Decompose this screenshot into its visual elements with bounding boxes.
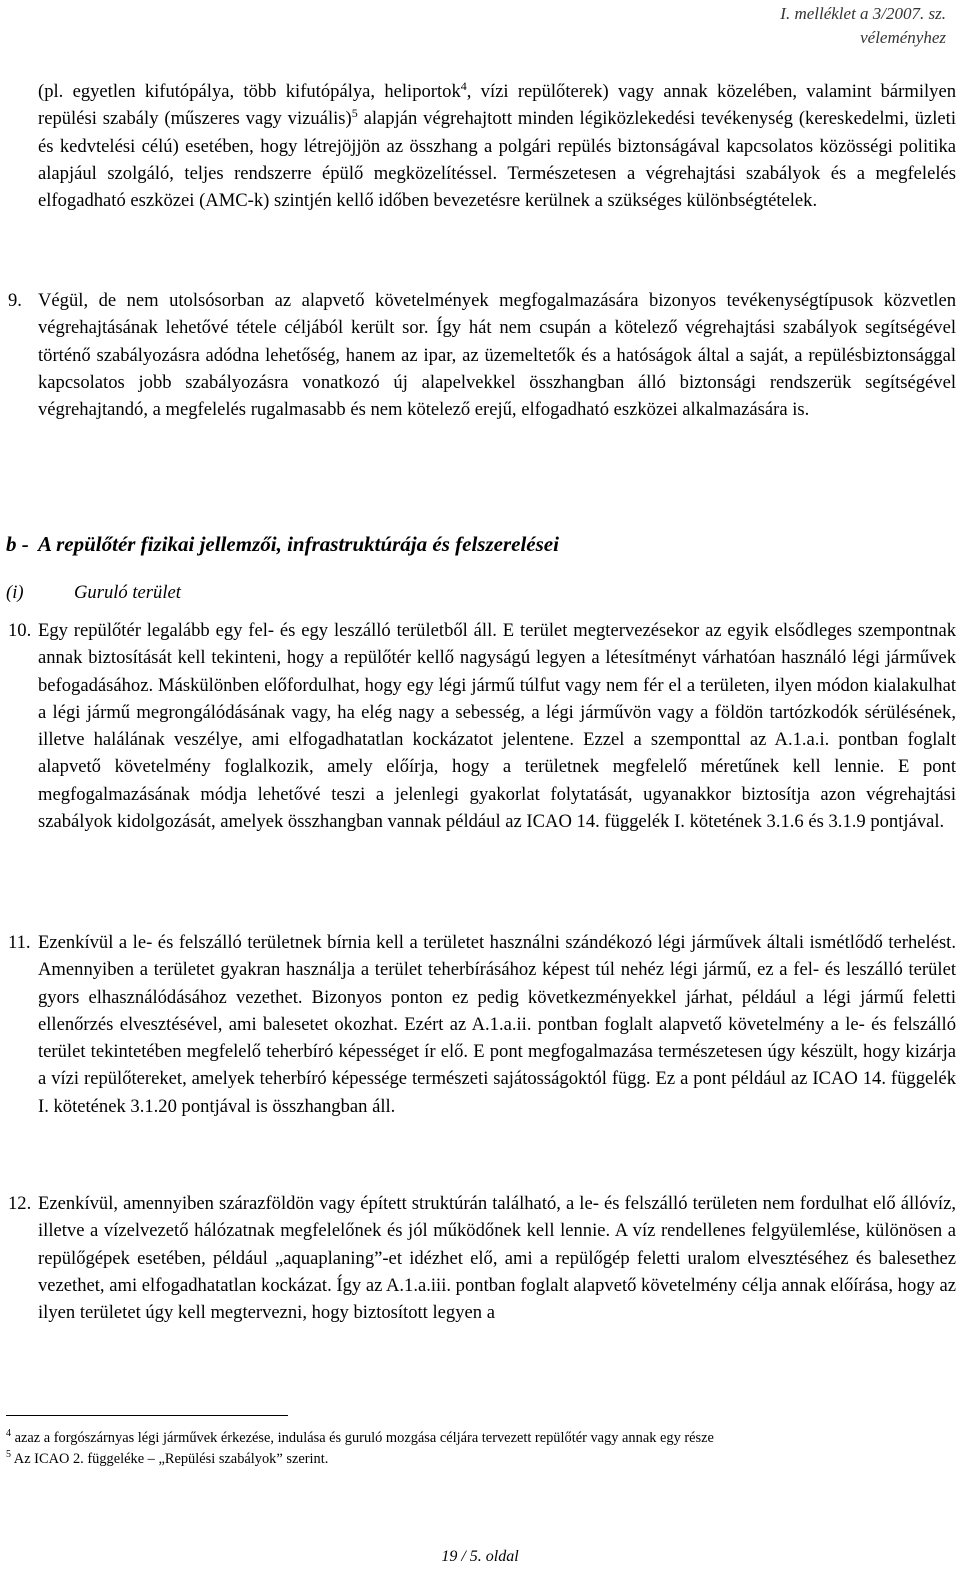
paragraph-text: Végül, de nem utolsósorban az alapvető követelmények megfogalmazására bizonyos tevékenységtípusok közvetlen végrehajtásának lehetővé tétele céljából került sor. Így hát nem csupán a kötelező végrehajtási szabályok segítségével történő szabályozásra adódna lehetőség, hanem az ipar, az üzemeltetők és a hatóságok által a saját, a repülésbiztonsággal kapcsolatos jobb szabályozásra vonatkozó új alapelvekkel összhangban álló biztonsági rendszerük segítségével végrehajtandó, a megfelelés rugalmasabb és nem kötelező erejű, elfogadható eszközei alkalmazására is. xyxy=(38,290,956,421)
section-marker: b - xyxy=(6,532,29,556)
page-number: 19 / 5. oldal xyxy=(441,1548,519,1565)
subsection-marker: (i) xyxy=(6,582,24,603)
paragraph-text: Egy repülőtér legalább egy fel- és egy leszálló területből áll. E terület megtervezésekor az egyik elsődleges szempontnak annak biztosítását kell tekinteni, hogy a repülőtér kellő nagyságú legyen a létesítményt várhatóan használó légi járművek befogadásához. Máskülönben előfordulhat, hogy egy légi jármű túlfut vagy nem fér el a területen, ilyen módon kialakulhat a légi jármű megrongálódásának vagy, ha elég nagy a sebesség, a légi járművön vagy a földön tartózkodók sérülésének, illetve halálának veszélye, ami elfogadhatatlan kockázatot jelentene. Ezzel a szemponttal az A.1.a.i. pontban foglalt alapvető követelmény foglalkozik, amely előírja, hogy a területnek megfelelő méretűnek kell lennie. E pont megfogalmazásának módja lehetővé teszi a jelenlegi gyakorlat folytatását, ugyanakkor biztosítja azon végrehajtási szabályok kidolgozását, amelyek összhangban vannak például az ICAO 14. függelék I. kötetének 3.1.6 és 3.1.9 pontjával. xyxy=(38,620,956,833)
footnote-ref-4: 4 xyxy=(460,78,467,93)
paragraph-number: 10. xyxy=(8,620,32,641)
paragraph-text: Ezenkívül, amennyiben szárazföldön vagy épített struktúrán található, a le- és felszálló területen nem fordulhat elő állóvíz, illetve a vízelvezető hálózatnak megfelelőnek és jól működőnek kell lennie. A víz rendellenes felgyülemlése, különösen a repülőgépek esetében, például „aquaplaning”-et idézhet elő, ami a repülőgép feletti uralom elvesztéséhez és balesethez vezethet, ami elfogadhatatlan kockázat. Így az A.1.a.iii. pontban foglalt alapvető követelmény célja annak előírása, hogy az ilyen területet úgy kell megtervezni, hogy biztosított legyen a xyxy=(38,1193,956,1324)
footnote-5 xyxy=(6,1449,328,1469)
intro-text-2: , vízi repülőterek) vagy annak közelében, valamint bármilyen repülési szabály (műszeres vagy vizuális) xyxy=(38,81,957,130)
footnote-ref-5: 5 xyxy=(351,106,358,121)
paragraph-12 xyxy=(8,1190,956,1326)
paragraph-9 xyxy=(8,287,956,423)
header-line-1: I. melléklet a 3/2007. sz. xyxy=(780,4,946,23)
paragraph-11 xyxy=(8,929,956,1120)
paragraph-text: Ezenkívül a le- és felszálló területnek bírnia kell a területet használni szándékozó légi járművek általi ismétlődő terhelést. Amennyiben a területet gyakran használja a terület teherbírásához képest túl nehéz légi jármű, ez a fel- és leszálló terület gyors elhasználódásához vezethet. Bizonyos ponton ez pedig következményekkel járhat, például a légi jármű feletti ellenőrzés elvesztésével, ami balesetet okozhat. Ezért az A.1.a.ii. pontban foglalt alapvető követelmény a le- és felszálló terület tekintetében megfelelő teherbíró képességet ír elő. E pont megfogalmazása természetesen úgy készült, hogy kizárja a vízi repülőtereket, amelyek teherbíró képessége természeti sajátosságoktól függ. Ez a pont például az ICAO 14. függelék I. kötetének 3.1.20 pontjával is összhangban áll. xyxy=(38,932,956,1117)
section-title: A repülőtér fizikai jellemzői, infrastruktúrája és felszerelései xyxy=(38,532,559,556)
page-header xyxy=(780,2,946,50)
paragraph-10 xyxy=(8,617,956,835)
header-line-2: véleményhez xyxy=(860,28,946,47)
section-heading xyxy=(6,530,559,558)
footnote-divider xyxy=(6,1415,288,1416)
footnote-text: azaz a forgószárnyas légi járművek érkezése, indulása és guruló mozgása céljára tervezett repülőtér vagy annak egy része xyxy=(11,1430,714,1446)
paragraph-number: 9. xyxy=(8,290,22,311)
paragraph-number: 11. xyxy=(8,932,31,953)
paragraph-number: 12. xyxy=(8,1193,32,1214)
intro-paragraph xyxy=(38,78,956,214)
subsection-title: Guruló terület xyxy=(74,582,181,603)
intro-text-3: alapján végrehajtott minden légiközlekedési tevékenység (kereskedelmi, üzleti és kedvtelési célú) esetében, hogy létrejöjjön az összhang a polgári repülés biztonságával kapcsolatos közösségi politika alapjául szolgáló, teljes rendszerre épülő megközelítéssel. Természetesen a végrehajtási szabályok és a megfelelés elfogadható eszközei (AMC-k) szintjén kellő időben bevezetésre kerülnek a szükséges különbségtételek. xyxy=(38,108,957,212)
intro-text-1: (pl. egyetlen kifutópálya, több kifutópálya, heliportok xyxy=(38,81,461,102)
footnote-4 xyxy=(6,1428,714,1448)
subsection-heading xyxy=(6,580,181,606)
footnote-text: Az ICAO 2. függeléke – „Repülési szabályok” szerint. xyxy=(11,1451,329,1467)
footnote-number: 5 xyxy=(6,1449,11,1461)
footnote-number: 4 xyxy=(6,1428,11,1440)
